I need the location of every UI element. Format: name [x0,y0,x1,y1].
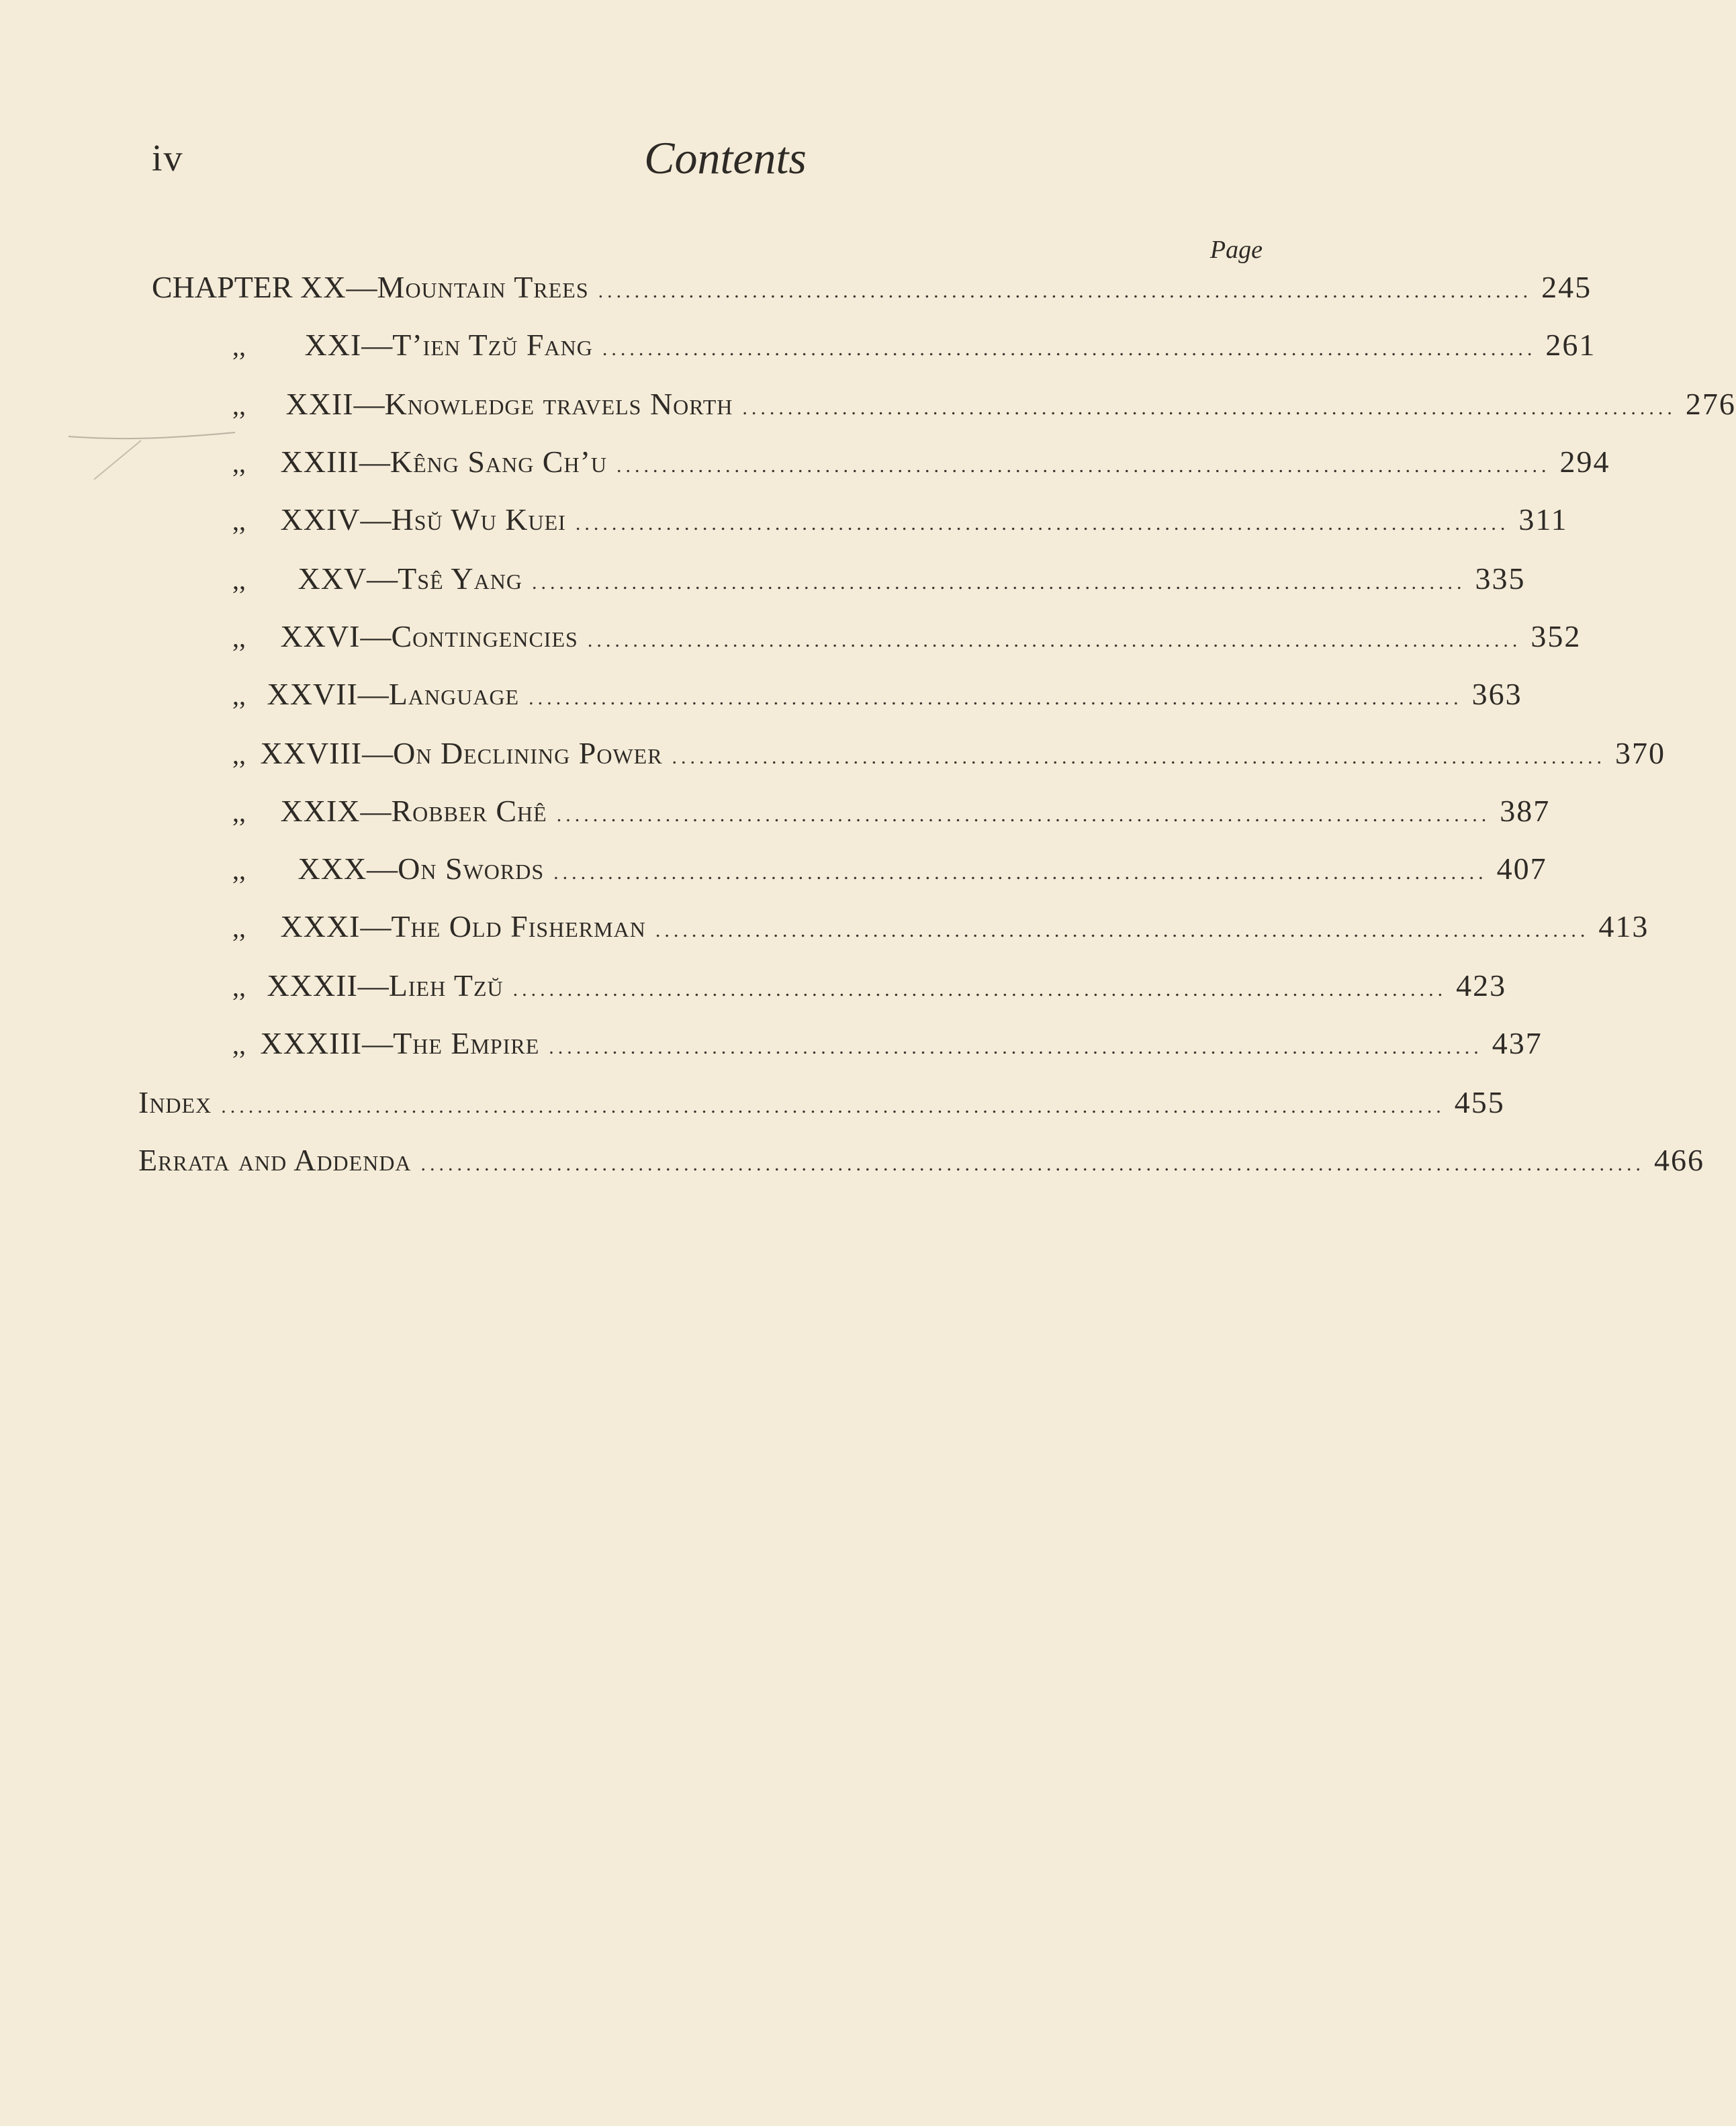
ditto-mark: ,, [232,331,246,361]
chapter-title: On Swords [398,851,545,886]
chapter-number: XXXI [280,909,361,943]
toc-entry-heading: ,, XXI—T’ien Tzŭ Fang [232,324,593,368]
page-ref: 423 [1456,968,1507,1003]
toc-entry [232,964,1507,1007]
toc-entry-index [138,1081,1505,1124]
chapter-number: XXVII [267,677,358,711]
dot-leader: ....................................................................................................... [742,397,1676,419]
chapter-title: Kêng Sang Ch’u [390,445,608,479]
chapter-label: CHAPTER [152,270,293,304]
chapter-number: XXIII [280,445,359,479]
ditto-mark: ,, [232,448,246,478]
ditto-mark: ,, [232,913,246,943]
page-ref: 245 [1541,270,1592,304]
toc-entry [232,1022,1543,1065]
chapter-number: XXIX [280,794,361,828]
chapter-title: T’ien Tzŭ Fang [392,328,593,362]
chapter-title: The Empire [393,1026,540,1060]
toc-entry [232,847,1547,890]
page-ref: 352 [1531,619,1582,653]
chapter-title: Knowledge travels North [384,387,733,421]
ditto-mark: ,, [232,506,246,536]
toc-entry [232,673,1522,716]
chapter-number: XXXIII [260,1026,363,1060]
dot-leader: ....................................................................................................... [598,280,1533,302]
ditto-mark: ,, [232,797,246,827]
toc-entry [232,615,1582,658]
toc-entry-heading: CHAPTER XX—Mountain Trees [152,270,589,304]
page-ref: 276 [1685,387,1736,421]
chapter-number: XXX [298,851,367,886]
page-column-label: Page [1209,236,1263,264]
dot-leader: ....................................................................................................... [587,629,1522,651]
ditto-mark: ,, [232,622,246,653]
toc-entry-heading: ,, XXXII—Lieh Tzŭ [232,964,504,1009]
chapter-number: XXIV [280,502,361,537]
chapter-title: Mountain Trees [377,270,589,304]
toc-entry [232,441,1610,483]
page-ref: 363 [1471,677,1522,711]
toc-entry [232,383,1736,426]
toc-entry-heading: ,, XXXIII—The Empire [232,1022,539,1066]
dot-leader: ....................................................................................................... [655,919,1590,941]
chapter-title: Language [388,677,520,711]
dot-leader: ....................................................................................................................................... [221,1095,1445,1117]
chapter-number: XXI [304,328,362,362]
toc-entry-heading: ,, XXXI—The Old Fisherman [232,905,646,950]
toc-entry [232,324,1596,367]
toc-entry-heading: ,, XXIII—Kêng Sang Ch’u [232,441,607,485]
ditto-mark: ,, [232,1029,246,1060]
toc-entry-heading: ,, XXII—Knowledge travels North [232,383,733,427]
chapter-number: XXXII [267,968,358,1003]
running-title: Contents [644,132,807,183]
ditto-mark: ,, [232,680,246,710]
page-number: iv [152,138,184,179]
toc-entry-heading: ,, XXIX—Robber Chê [232,790,547,834]
dot-leader: ....................................................................................................... [556,804,1491,826]
chapter-title: Tsê Yang [398,561,522,596]
toc-entry [152,266,1592,309]
ditto-mark: ,, [232,390,246,420]
page-ref: 387 [1500,794,1551,828]
page-ref: 335 [1475,561,1526,596]
pencil-mark [67,412,242,486]
toc-entry-heading: ,, XXIV—Hsŭ Wu Kuei [232,498,566,543]
toc-entry-heading: ,, XXVIII—On Declining Power [232,732,663,776]
toc-entry [232,905,1649,948]
toc-entry [232,732,1666,775]
dot-leader: ....................................................................................................... [672,746,1606,768]
dot-leader: ....................................................................................................................................... [420,1153,1645,1175]
dot-leader: ....................................................................................................... [553,862,1488,884]
dot-leader: ....................................................................................................... [531,571,1466,594]
toc-entry-heading: ,, XXVI—Contingencies [232,615,578,659]
back-matter-title: Index [138,1085,212,1119]
dot-leader: ....................................................................................................... [575,512,1510,535]
ditto-mark: ,, [232,855,246,885]
chapter-number: XXVI [280,619,361,653]
page-ref: 407 [1496,851,1547,886]
back-matter-title: Errata and Addenda [138,1143,412,1177]
page-ref: 311 [1518,502,1568,537]
dot-leader: ....................................................................................................... [549,1036,1483,1058]
page-ref: 261 [1545,328,1596,362]
ditto-mark: ,, [232,565,246,595]
page-ref: 466 [1654,1143,1705,1177]
toc-entry-errata [138,1139,1705,1182]
dot-leader: ....................................................................................................... [602,338,1537,360]
chapter-number: XXV [298,561,367,596]
chapter-title: The Old Fisherman [391,909,646,943]
toc-entry [232,790,1551,833]
page-ref: 437 [1492,1026,1543,1060]
ditto-mark: ,, [232,972,246,1002]
ditto-mark: ,, [232,739,246,770]
toc-entry [232,498,1568,541]
chapter-number: XXVIII [260,736,363,770]
chapter-title: Hsŭ Wu Kuei [391,502,566,537]
chapter-number: XXII [285,387,354,421]
chapter-number: XX [300,270,347,304]
dot-leader: ....................................................................................................... [616,455,1551,477]
toc-entry-heading: ,, XXV—Tsê Yang [232,557,522,602]
page-ref: 294 [1559,445,1610,479]
chapter-title: Lieh Tzŭ [388,968,504,1003]
dot-leader: ....................................................................................................... [512,978,1447,1001]
chapter-title: Robber Chê [391,794,547,828]
chapter-title: On Declining Power [393,736,663,770]
toc-entry [232,557,1526,600]
page-ref: 455 [1454,1085,1505,1119]
toc-entry-heading: ,, XXX—On Swords [232,847,544,892]
chapter-title: Contingencies [391,619,578,653]
dot-leader: ....................................................................................................... [529,687,1463,709]
page-ref: 413 [1598,909,1649,943]
page-ref: 370 [1615,736,1666,770]
toc-entry-heading: ,, XXVII—Language [232,673,519,717]
